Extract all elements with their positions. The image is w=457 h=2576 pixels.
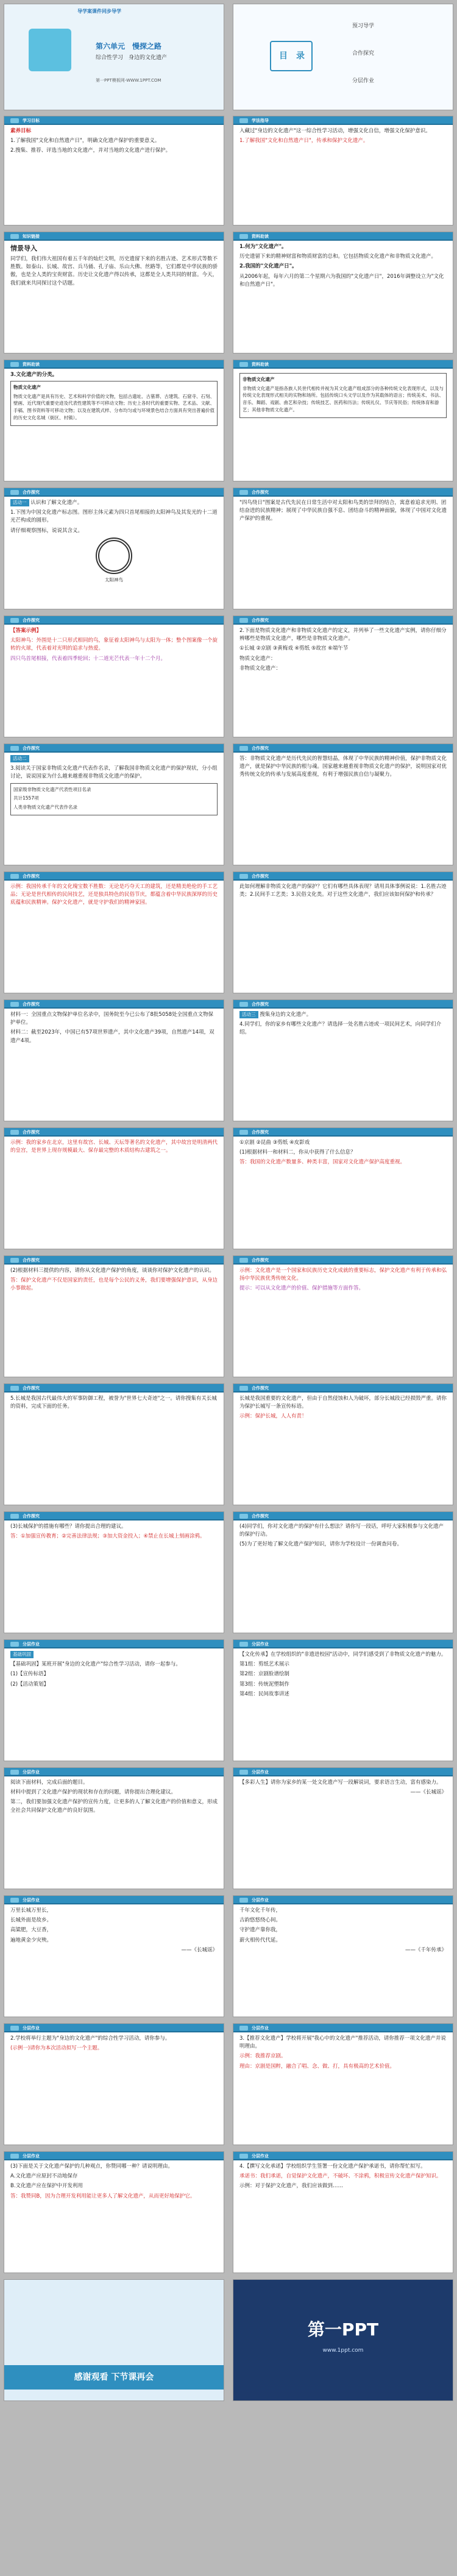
activity-tag: 活动三	[239, 1011, 258, 1018]
slide-header: 合作探究	[23, 1514, 40, 1519]
slide-header: 合作探究	[252, 874, 269, 879]
p4: 从2006年起，每年六月的第二个星期六为我国的"文化遗产日"，2016年调整设立为"文化和自然遗产日"。	[239, 273, 444, 288]
p1: 1.何为"文化遗产"。	[239, 244, 287, 250]
answer: 材料中提到了文化遗产保护的现状和存在的问题，请你提出合理化建议。	[10, 1789, 177, 1796]
toc-heading: 目 录	[279, 51, 305, 61]
slide-header: 分层作业	[23, 1770, 40, 1775]
slide-intro	[4, 232, 224, 353]
line: 国家级非物质文化遗产代表性项目名录	[13, 786, 91, 792]
answer: 答：我国的文化遗产数量多、种类丰富，国家对文化遗产保护高度重视。	[239, 1159, 406, 1166]
slide-example	[4, 871, 224, 993]
slide-header: 分层作业	[23, 2154, 40, 2159]
text: (2)根据材料三提供的内容，请你从文化遗产保护的角度，谈谈你对保护文化遗产的认识。	[10, 1268, 215, 1274]
slide-homework-4	[233, 1767, 453, 1889]
item: ④皮影戏	[289, 1140, 310, 1146]
item: ⑤故宫	[311, 645, 327, 652]
slide-header: 学法指导	[252, 118, 269, 123]
p1: 搜集身边的文化遗产。	[260, 1012, 312, 1018]
question: (1)根据材料一和材料二，你从中获得了什么信息？	[239, 1149, 356, 1156]
section-title: 情景导入	[10, 244, 37, 252]
toc-item[interactable]: 分层作业	[352, 78, 375, 84]
text: 【基础巩固】某班开展"身边的文化遗产"综合性学习活动，请你一起参与。	[10, 1661, 181, 1668]
method-2: 1.了解我国"文化和自然遗产日"，传承和保护文化遗产。	[239, 138, 369, 144]
slide-question-2	[4, 1255, 224, 1377]
answer: 承诺书：我们承诺，自觉保护文化遗产，不破坏、不涂鸦，积极宣传文化遗产保护知识。	[239, 2173, 442, 2180]
slide-header: 分层作业	[23, 2026, 40, 2031]
slide-header: 合作探究	[23, 618, 40, 623]
slide-classify	[233, 616, 453, 737]
text: 4.【撰写文化承诺】学校组织学生签署一份文化遗产保护承诺书，请你帮忙拟写。	[239, 2163, 426, 2170]
slide-header: 合作探究	[23, 1258, 40, 1263]
poem-line: 高粱肥，大豆香，	[10, 1927, 52, 1934]
toc-slide	[233, 4, 453, 110]
slide-activity-2	[4, 743, 224, 865]
text: (3)下面是关于文化遗产保护的几种观点，你赞同哪一种？请说明理由。	[10, 2163, 174, 2170]
text: 示例：我的家乡在北京，这里有故宫、长城、天坛等著名的文化遗产，其中故宫是明清两代的皇宫，是世界上现存规模最大、保存最完整的木质结构古建筑之一。	[10, 1140, 218, 1154]
item: ④剪纸	[294, 645, 310, 652]
box-title: 物质文化遗产	[13, 385, 41, 391]
slide-header: 合作探究	[252, 746, 269, 751]
text: (5)为了更好地了解文化遗产保护知识，请你为学校设计一份调查问卷。	[239, 1541, 403, 1548]
poem-line: 长城外面是故乡。	[10, 1917, 52, 1924]
slide-header: 分层作业	[252, 1642, 269, 1647]
item: (1)【宣传标语】	[10, 1671, 49, 1678]
slide-header: 合作探究	[23, 1386, 40, 1391]
cite: ——《长城谣》	[181, 1946, 218, 1953]
question: 请仔细观察图标，说说其含义。	[10, 527, 83, 534]
slide-header: 资料助读	[252, 234, 269, 239]
slide-header: 合作探究	[252, 1386, 269, 1391]
website: 第一PPT模板网-WWW.1PPT.COM	[96, 78, 161, 83]
list-item: 第1组：剪纸艺术展示	[239, 1661, 289, 1668]
p2: 1.下图为中国文化遗产标志图。图形主体元素为四只首尾相接的太阳神鸟及其发光的十二道光芒构成的圆形。	[10, 509, 218, 524]
line: 人类非物质文化遗产代表作名录	[13, 804, 77, 810]
text: 5.长城是我国古代最伟大的军事防御工程，被誉为"世界七大奇迹"之一。请你搜集有关长城的资料，完成下面的任务。	[10, 1396, 217, 1410]
item: ②昆曲	[256, 1140, 271, 1146]
slide-slogan	[233, 1383, 453, 1505]
line: 理由：京剧是国粹，融合了唱、念、做、打，具有极高的艺术价值。	[239, 2063, 395, 2070]
text: 示例：我国传承千年的文化瑰宝数不胜数：无论是巧夺天工的建筑，还是精美绝伦的手工艺品；无论是世代相传的民间技艺，还是独具特色的民俗节庆，都蕴含着中华民族深厚的历史底蕴和民族精神。保护文化遗产，就是守护我们的精神家园。	[10, 884, 218, 906]
slide-header: 合作探究	[23, 490, 40, 495]
slide-header: 合作探究	[252, 1258, 269, 1263]
slide-homework-5	[4, 2023, 224, 2145]
slide-header: 合作探究	[252, 490, 269, 495]
sun-bird-icon	[96, 538, 132, 574]
answer: 太阳神鸟：外围是十二只形式相同的鸟，象征着太阳神鸟与太阳为一体；整个图案像一个旋转的火球，代表着对光明的追求与热爱。	[10, 637, 218, 652]
list-item: 第2组：京剧脸谱绘制	[239, 1671, 289, 1678]
slide-header: 合作探究	[23, 746, 40, 751]
box-text: 非物质文化遗产是指各族人民世代相传并视为其文化遗产组成部分的各种传统文化表现形式，以及与传统文化表现形式相关的实物和场所。包括传统口头文学以及作为其载体的语言；传统美术、书法、音乐、舞蹈、戏剧、曲艺和杂技；传统技艺、医药和历法；传统礼仪、节庆等民俗；传统体育和游艺；其他非物质文化遗产。	[243, 385, 444, 413]
slide-great-wall	[4, 1383, 224, 1505]
text: 长城是我国重要的文化遗产，但由于自然侵蚀和人为破坏，部分长城段已经损毁严重。请你为保护长城写一条宣传标语。	[239, 1396, 447, 1410]
slide-activity-3	[233, 999, 453, 1121]
slide-method	[233, 116, 453, 225]
slide-header: 学习目标	[23, 118, 40, 123]
answer: 答：我赞同B，因为合理开发利用能让更多人了解文化遗产，从而更好地保护它。	[10, 2193, 196, 2199]
p1: 认识和了解文化遗产。	[30, 500, 83, 506]
text: 此如何理解非物质文化遗产的保护？它们有哪些具体表现？请用具体事例说说：1.名胜古迹类；2.民间手工艺类；3.民俗文化类。对于这些文化遗产，我们应该如何保护和传承？	[239, 884, 447, 898]
toc-item[interactable]: 合作探究	[352, 51, 375, 57]
slide-header: 分层作业	[23, 1642, 40, 1647]
text: 【多彩人生】请你为家乡的某一处文化遗产写一段解说词，要求语言生动，富有感染力。	[239, 1779, 442, 1786]
slide-header: 合作探究	[252, 1130, 269, 1135]
slide-measures	[4, 1511, 224, 1633]
intro: 素养目标	[10, 128, 32, 134]
p2: 历史遗留下来的精神财富和物质财富的总和。它包括物质文化遗产和非物质文化遗产。	[239, 254, 437, 260]
text: 答：非物质文化遗产是历代先民的智慧结晶，体现了中华民族的精神价值，保护非物质文化遗产，就是保护中华民族的根与魂。国家越来越重视非物质文化遗产的保护，说明国家对优秀传统文化的传承与发展高度重视，有利于增强民族自信与凝聚力。	[239, 756, 447, 778]
level-tag: 基础巩固	[10, 1651, 34, 1658]
p1: 示例：文化遗产是一个国家和民族历史文化成就的重要标志，保护文化遗产有利于传承和弘扬中华民族优秀传统文化。	[239, 1268, 447, 1282]
material-1: 材料一：全国重点文物保护单位名录中，国务院至今已公布了8批5058处全国重点文物保护单位。	[10, 1012, 214, 1026]
poem-line: 千年文化千年传，	[239, 1907, 282, 1914]
poem-line: 遍地黄金少灾殃。	[10, 1937, 52, 1943]
ad-slide	[233, 2279, 453, 2401]
slide-header: 分层作业	[252, 1898, 269, 1903]
slide-homework-8	[233, 2151, 453, 2273]
p3: 2.我国的"文化遗产日"。	[239, 263, 297, 270]
item: ②京剧	[256, 645, 271, 652]
label: 非物质文化遗产：	[239, 665, 282, 672]
hint: (示例一)请你为本次活动拟写一个主题。	[10, 2045, 103, 2052]
goal-1: 1.了解我国"文化和自然遗产日"，明确文化遗产保护的重要意义。	[10, 138, 160, 144]
slide-header: 分层作业	[252, 1770, 269, 1775]
slide-example-2	[4, 1127, 224, 1249]
p1: 2.下面是物质文化遗产和非物质文化遗产的定义，并列举了一些文化遗产实例，请你仔细分辨哪些是物质文化遗产，哪些是非物质文化遗产。	[239, 628, 447, 642]
slide-homework-2	[233, 1639, 453, 1761]
text: 【文化传承】在学校组织的"非遗进校园"活动中，同学们感受到了非物质文化遗产的魅力。	[239, 1652, 447, 1658]
p2: 提示：可以从文化遗产的价值、保护措施等方面作答。	[239, 1285, 364, 1292]
ad-sub: www.1ppt.com	[322, 2347, 364, 2354]
list-item: 第4组：民间故事讲述	[239, 1691, 289, 1697]
unit-title: 第六单元 慢探之路	[96, 42, 162, 51]
slide-header: 合作探究	[252, 1514, 269, 1519]
slide-homework-7	[4, 2151, 224, 2273]
material-2: 材料二：截至2023年，中国已有57项世界遗产，其中文化遗产39项，自然遗产14项，双遗产4项。	[10, 1029, 214, 1044]
poem-line: 古韵悠悠绕心间。	[239, 1917, 282, 1924]
slide-answer	[4, 616, 224, 737]
text: 示例：对于保护文化遗产，我们应该做到……	[239, 2183, 344, 2190]
slide-answer-2	[233, 743, 453, 865]
answer: 答：①加强宣传教育；②完善法律法规；③加大资金投入；④禁止在长城上刻画涂鸦。	[10, 1533, 205, 1540]
line: 共计1557项	[13, 795, 39, 801]
title-slide	[4, 4, 224, 110]
note: 四只鸟首尾相接，代表着四季轮回；十二道光芒代表一年十二个月。	[10, 655, 166, 662]
item: ③黄梅戏	[272, 645, 293, 652]
item: (2)【活动策划】	[10, 1681, 49, 1687]
method-1: 入藏过"身边的文化遗产"这一综合性学习活动，增强文化自信，增强文化保护意识。	[239, 128, 431, 134]
slide-header: 合作探究	[23, 1002, 40, 1007]
activity-tag: 活动一	[10, 499, 29, 506]
slide-reading-2	[4, 360, 224, 481]
item: ①京剧	[239, 1140, 255, 1146]
slide-header: 分层作业	[23, 1898, 40, 1903]
p1: 3.文化遗产的分类。	[10, 372, 58, 378]
item: ①长城	[239, 645, 255, 652]
slide-learning-goals	[4, 116, 224, 225]
box-title: 非物质文化遗产	[243, 377, 275, 382]
books-illustration	[29, 29, 71, 71]
activity-tag: 活动二	[10, 755, 29, 762]
slide-discuss	[233, 871, 453, 993]
text: 阅读下面材料，完成后面的题目。	[10, 1779, 88, 1786]
item: ③剪纸	[272, 1140, 288, 1146]
p1: 3.阅读关于国家非物质文化遗产代表作名录，了解我国非物质文化遗产的保护现状，分小组讨论，说说国家为什么越来越重视非物质文化遗产的保护。	[10, 765, 218, 780]
poem-line: 薪火相传代代延。	[239, 1937, 282, 1943]
poem-line: 万里长城万里长，	[10, 1907, 52, 1914]
toc-item[interactable]: 预习导学	[352, 23, 375, 29]
icon-label: 太阳神鸟	[105, 577, 123, 583]
item: ⑥端午节	[328, 645, 349, 652]
text: 第二，我们要加强文化遗产保护的宣传力度，让更多的人了解文化遗产的价值和意义，形成全社会共同保护文化遗产的良好氛围。	[10, 1799, 218, 1814]
cite: ——《千年传承》	[405, 1946, 447, 1953]
slide-homework-6	[233, 2023, 453, 2145]
slide-homework-1	[4, 1639, 224, 1761]
slide-header: 分层作业	[252, 2154, 269, 2159]
list-item: 第3组：传统泥塑制作	[239, 1681, 289, 1687]
slide-explain	[233, 488, 453, 609]
goal-2: 2.搜集、推荐、评选当地的文化遗产，并对当地的文化遗产进行保护。	[10, 147, 171, 154]
slide-poem-2	[233, 1895, 453, 2017]
text: (4)同学们，你对文化遗产的保护有什么想法？请你写一段话，呼吁大家积极参与文化遗产的保护行动。	[239, 1524, 444, 1538]
slide-example-3	[233, 1255, 453, 1377]
slide-header: 资料助读	[23, 362, 40, 367]
slide-materials	[4, 999, 224, 1121]
slide-header: 合作探究	[23, 874, 40, 879]
end-slide	[4, 2279, 224, 2401]
option: A.文化遗产应原封不动地保存	[10, 2173, 78, 2180]
slide-header: 合作探究	[252, 1002, 269, 1007]
answer-label: 【答案示例】	[10, 628, 42, 634]
slide-reading-3	[233, 360, 453, 481]
slide-header: 合作探究	[23, 1130, 40, 1135]
p2: 4.同学们，你的家乡有哪些文化遗产？请选择一处名胜古迹或一项民间艺术，向同学们介绍。	[239, 1021, 442, 1036]
end-title: 感谢观看 下节课再会	[74, 2372, 154, 2382]
slide-reading-1	[233, 232, 453, 353]
option: B.文化遗产应在保护中开发利用	[10, 2183, 83, 2190]
slide-header: 合作探究	[252, 618, 269, 623]
slide-activity-1	[4, 488, 224, 609]
slide-header: 分层作业	[252, 2026, 269, 2031]
intro-text: 同学们，我们伟大祖国有着五千年的灿烂文明，历史遗留下来的名胜古迹、艺术形式等数不胜数。如泰山、长城、故宫、兵马俑、孔子庙、乐山大佛、丝路等，它们都是中华民族的骄傲，也是全人类的宝贵财富。历史让文化遗产得以传承，这都是全人类共同的财富。今天，我们就来共同探讨这个话题。	[10, 256, 218, 286]
answer: 示例：保护长城，人人有责！	[239, 1413, 307, 1420]
text: "四鸟绕日"图案是古代先民在日常生活中对太阳和鸟类的崇拜的结合，寓意着追求光明、团结奋进的民族精神；展现了中华民族自强不息、团结奋斗的精神面貌，体现了中国对文化遗产保护的重视。	[239, 500, 447, 522]
ad-brand: 第一PPT	[307, 2319, 379, 2340]
text: 3.【推荐文化遗产】学校将开展"我心中的文化遗产"推荐活动，请你推荐一项文化遗产并说明理由。	[239, 2035, 446, 2050]
title-banner: 导学案课件同步导学	[77, 9, 121, 14]
text: 2.学校将举行主题为"身边的文化遗产"的综合性学习活动，请你参与。	[10, 2035, 171, 2042]
label: 物质文化遗产：	[239, 655, 276, 662]
slide-header: 资料助读	[252, 362, 269, 367]
text: (3)长城保护的措施有哪些？请你提出合理的建议。	[10, 1524, 127, 1530]
slide-appeal	[233, 1511, 453, 1633]
slide-question	[233, 1127, 453, 1249]
box-text: 物质文化遗产是具有历史、艺术和科学价值的文物，包括古遗址、古墓葬、古建筑、石窟寺、石刻、壁画、近代现代重要史迹及代表性建筑等不可移动文物；历史上各时代的重要实物、艺术品、文献、手稿、图书资料等可移动文物；以及在建筑式样、分布均匀或与环境景色结合方面具有突出普遍价值的历史文化名城（街区、村镇）。	[13, 393, 214, 420]
slide-poem-1	[4, 1895, 224, 2017]
slide-homework-3	[4, 1767, 224, 1889]
lesson-subtitle: 综合性学习 身边的文化遗产	[96, 55, 168, 61]
poem-line: 守护遗产靠你我，	[239, 1927, 282, 1934]
answer: 答：保护文化遗产不仅是国家的责任，也是每个公民的义务，我们要增强保护意识，从身边小事做起。	[10, 1277, 218, 1292]
line: 示例：我推荐京剧。	[239, 2053, 286, 2060]
cite: ——《长城谣》	[410, 1789, 447, 1796]
slide-header: 知识链接	[23, 234, 40, 239]
